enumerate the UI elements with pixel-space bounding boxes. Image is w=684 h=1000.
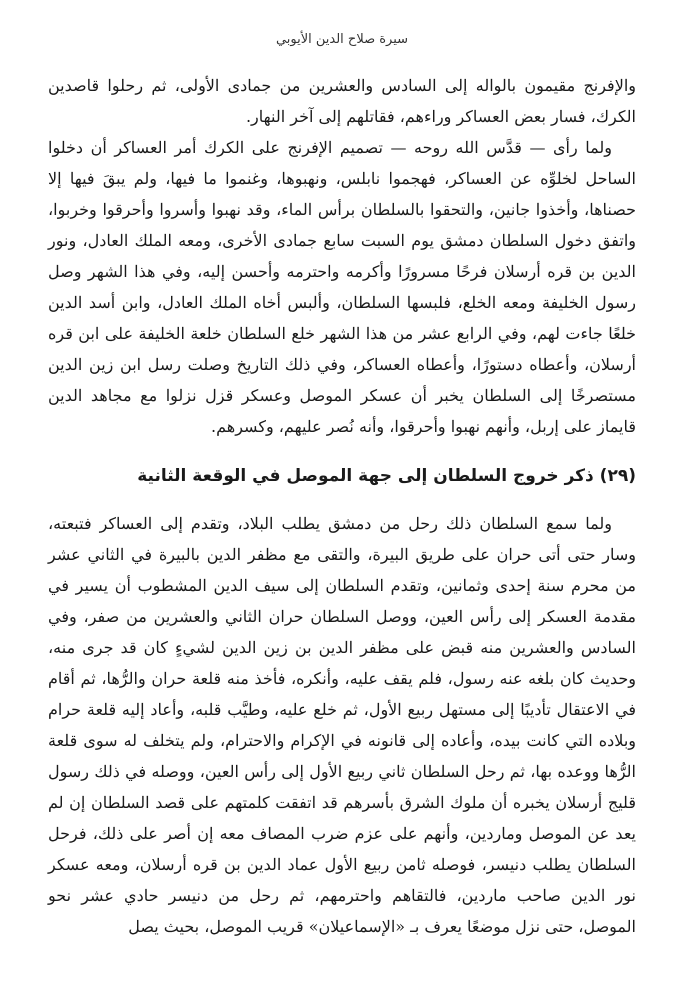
running-header: سيرة صلاح الدين الأيوبي: [275, 32, 409, 47]
intro-text: [48, 70, 636, 442]
section-text: [48, 508, 636, 942]
paragraph-frankish-siege: ولما رأى — قدَّس الله روحه — تصميم الإفرنج على الكرك أمر العساكر أن دخلوا الساحل لخلوِّه عن العساكر، فهجموا نابلس، ونهبوها، وغنموا ما فيها، ولم يبقَ فيها إلا حصناها، وأخذوا جانين، والتحقوا بالسلطان برأس الماء، وقد نهبوا وأسروا وأحرقوا وخربوا، واتفق دخول السلطان دمشق يوم السبت سابع جمادى الأخرى، ومعه الملك العادل، ونور الدين بن قره أرسلان فرحًا مسرورًا وأكرمه واحترمه وأحسن إليه، وفي هذا الشهر وصل رسول الخليفة ومعه الخلع، فلبسها السلطان، وألبس أخاه الملك العادل، وابن أسد الدين خلعًا جاءت لهم، وفي الرابع عشر من هذا الشهر خلع السلطان خلعة الخليفة على ابن قره أرسلان، وأعطاه دستورًا، وأعطاه العساكر، وفي ذلك التاريخ وصلت رسل ابن زين الدين مستصرخًا إلى السلطان يخبر أن عسكر الموصل وعسكر قزل نزلوا مع مجاهد الدين قايماز على إربل، وأنهم نهبوا وأحرقوا، وأنه نُصر عليهم، وكسرهم.: [48, 138, 637, 436]
paragraph-continuation: والإفرنج مقيمون بالواله إلى السادس والعشرين من جمادى الأولى، ثم رحلوا قاصدين الكرك، فسار بعض العساكر وراءهم، فقاتلهم إلى آخر النهار.: [48, 76, 636, 126]
paragraph-sultan-departure: ولما سمع السلطان ذلك رحل من دمشق يطلب البلاد، وتقدم إلى العساكر فتبعته، وسار حتى أتى حران على طريق البيرة، والتقى مع مظفر الدين بالبيرة في الثاني عشر من محرم سنة إحدى وثمانين، وتقدم السلطان إلى سيف الدين المشطوب أن يسير في مقدمة العسكر إلى رأس العين، ووصل السلطان حران الثاني والعشرين من صفر، وفي السادس والعشرين منه قبض على مظفر الدين بن زين الدين لشيءٍ كان قد جرى منه، وحديث كان بلغه عنه رسول، فلم يقف عليه، وأنكره، فأخذ منه قلعة حران والرُّها، ثم أقام في الاعتقال تأديبًا إلى مستهل ربيع الأول، ثم خلع عليه، وطيَّب قلبه، وأعاد إليه قلعة حرام وبلاده التي كانت بيده، وأعاده إلى قانونه في الإكرام والاحترام، ولم يتخلف له سوى قلعة الرُّها ووعده بها، ثم رحل السلطان ثاني ربيع الأول إلى رأس العين، ووصله في ذلك رسول قليج أرسلان يخبره أن ملوك الشرق بأسرهم قد اتفقت كلمتهم على قصد السلطان إن لم يعد عن الموصل وماردين، وأنهم على عزم ضرب المصاف معه إن أصر على ذلك، فرحل السلطان يطلب دنيسر، فوصله ثامن ربيع الأول عماد الدين بن قره أرسلان، ومعه عسكر نور الدين صاحب ماردين، فالتقاهم واحترمهم، ثم رحل من دنيسر حادي عشر نحو الموصل، حتى نزل موضعًا يعرف بـ «الإسماعيلان» قريب الموصل، بحيث يصل: [48, 514, 637, 936]
section-heading: (٢٩) ذكر خروج السلطان إلى جهة الموصل في الوقعة الثانية: [137, 466, 636, 486]
